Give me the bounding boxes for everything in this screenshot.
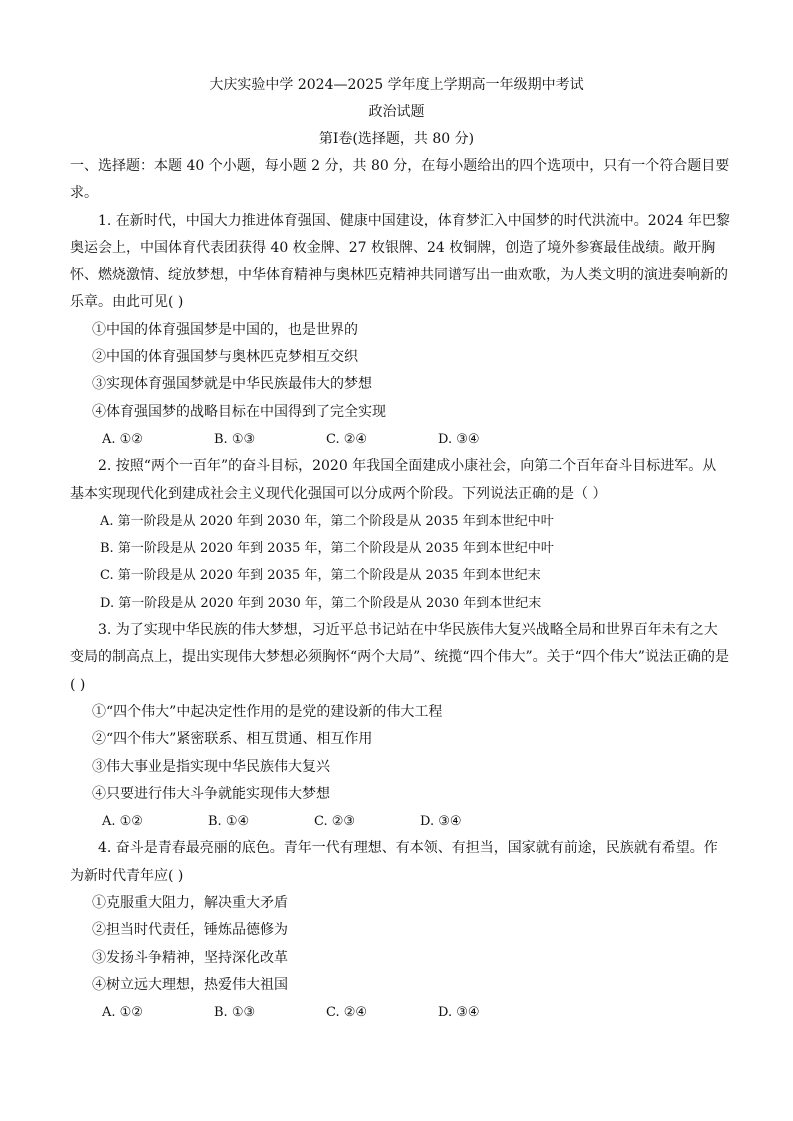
statement-1: ①中国的体育强国梦是中国的，也是世界的 [92, 321, 358, 338]
option-b: B. 第一阶段是从 2020 年到 2035 年，第二个阶段是从 2035 年到本世纪中叶 [100, 541, 554, 557]
choice-d: D. ③④ [438, 1005, 480, 1021]
exam-header [0, 72, 793, 153]
question-stem: 3. 为了实现中华民族的伟大梦想，习近平总书记站在中华民族伟大复兴战略全局和世界百年未有之大变局的制高点上，提出实现伟大梦想必须胸怀“两个大局”、统揽“四个伟大”。关于“四个伟大”说法正确的是( ) [70, 622, 729, 693]
choice-b: B. ①③ [214, 431, 256, 447]
part-title: 第Ⅰ卷(选择题，共 80 分) [318, 131, 475, 147]
statement-1: ①“四个伟大”中起决定性作用的是党的建设新的伟大工程 [92, 703, 443, 720]
statement-4: ④只要进行伟大斗争就能实现伟大梦想 [92, 785, 330, 802]
choice-b: B. ①③ [214, 1005, 256, 1021]
choice-c: C. ②④ [326, 431, 368, 447]
exam-content [70, 153, 730, 1027]
choice-d: D. ③④ [438, 431, 480, 447]
section-instructions: 一、选择题：本题 40 个小题，每小题 2 分，共 80 分，在每小题给出的四个选项中，只有一个符合题目要求。 [70, 158, 730, 202]
statement-2: ②中国的体育强国梦与奥林匹克梦相互交织 [92, 349, 358, 366]
statement-3: ③伟大事业是指实现中华民族伟大复兴 [92, 758, 330, 775]
choice-a: A. ①② [102, 1005, 143, 1021]
question-4 [70, 835, 730, 1026]
answer-choices [70, 999, 730, 1026]
choice-c: C. ②③ [314, 814, 356, 830]
exam-title: 大庆实验中学 2024—2025 学年度上学期高一年级期中考试 [209, 77, 584, 93]
choice-c: C. ②④ [326, 1005, 368, 1021]
statement-2: ②“四个伟大”紧密联系、相互贯通、相互作用 [92, 731, 373, 748]
question-1 [70, 208, 730, 454]
choice-a: A. ①② [102, 814, 143, 830]
option-c: C. 第一阶段是从 2020 年到 2035 年，第二个阶段是从 2035 年到本世纪末 [100, 568, 541, 584]
question-stem: 2. 按照“两个一百年”的奋斗目标，2020 年我国全面建成小康社会，向第二个百年奋斗目标进军。从基本实现现代化到建成社会主义现代化强国可以分成两个阶段。下列说法正确的是（ ） [70, 458, 717, 502]
option-d: D. 第一阶段是从 2020 年到 2030 年，第二个阶段是从 2030 年到本世纪末 [100, 595, 542, 611]
statement-3: ③实现体育强国梦就是中华民族最伟大的梦想 [92, 376, 372, 393]
statement-3: ③发扬斗争精神，坚持深化改革 [92, 949, 288, 966]
choice-b: B. ①④ [208, 814, 250, 830]
question-stem: 1. 在新时代，中国大力推进体育强国、健康中国建设，体育梦汇入中国梦的时代洪流中。2024 年巴黎奥运会上，中国体育代表团获得 40 枚金牌、27 枚银牌、24 枚铜牌，创造了境外参赛最佳战绩。敞开胸怀、燃烧激情、绽放梦想，中华体育精神与奥林匹克精神共同谱写出一曲欢歌，为人类文明的演进奏响新的乐章。由此可见( ) [70, 212, 730, 311]
option-a: A. 第一阶段是从 2020 年到 2030 年，第二个阶段是从 2035 年到本世纪中叶 [100, 513, 554, 529]
statement-2: ②担当时代责任，锤炼品德修为 [92, 922, 288, 939]
question-stem: 4. 奋斗是青春最亮丽的底色。青年一代有理想、有本领、有担当，国家就有前途，民族就有希望。作为新时代青年应( ) [70, 840, 718, 884]
choice-a: A. ①② [102, 431, 143, 447]
statement-4: ④树立远大理想，热爱伟大祖国 [92, 976, 288, 993]
question-2 [70, 453, 730, 617]
answer-choices [70, 808, 730, 835]
statement-1: ①克服重大阻力，解决重大矛盾 [92, 895, 288, 912]
statement-4: ④体育强国梦的战略目标在中国得到了完全实现 [92, 403, 386, 420]
answer-choices [70, 426, 730, 453]
question-3 [70, 617, 730, 835]
subject-title: 政治试题 [368, 104, 425, 120]
choice-d: D. ③④ [420, 814, 462, 830]
